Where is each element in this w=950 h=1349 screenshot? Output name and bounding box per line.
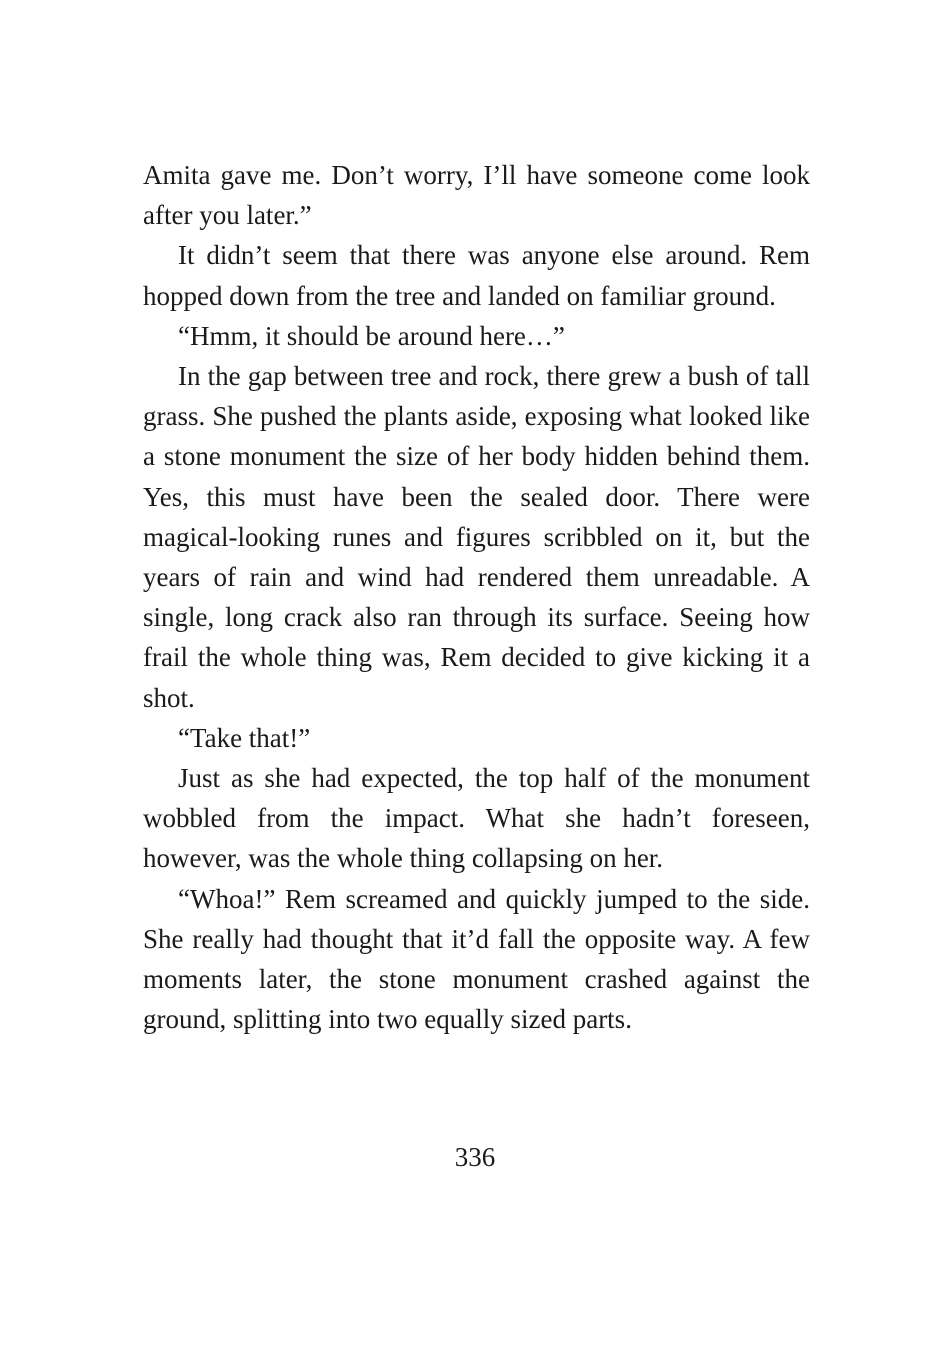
paragraph-4: In the gap between tree and rock, there grew a bush of tall grass. She pushed the plants aside, exposing what looked like a stone monument the size of her body hidden behind them. Yes, this must have been the sealed door. There were magical-looking runes and figures scribbled on it, but the years of rain and wind had rendered them unreadable. A single, long crack also ran through its surface. Seeing how frail the whole thing was, Rem decided to give kicking it a shot.	[143, 361, 810, 713]
page-number: 336	[454, 1142, 496, 1172]
paragraph-2: It didn’t seem that there was anyone else around. Rem hopped down from the tree and landed on familiar ground.	[143, 240, 810, 311]
paragraph-5: “Take that!”	[178, 722, 311, 753]
paragraph-1: Amita gave me. Don’t worry, I’ll have someone come look after you later.”	[143, 160, 810, 231]
paragraph-7: “Whoa!” Rem screamed and quickly jumped to the side. She really had thought that it’d fall the opposite way. A few moments later, the stone monument crashed against the ground, splitting into two equally sized parts.	[143, 883, 810, 1035]
body-text	[143, 155, 810, 1039]
paragraph-6: Just as she had expected, the top half of the monument wobbled from the impact. What she hadn’t foreseen, however, was the whole thing collapsing on her.	[143, 763, 810, 874]
paragraph-3: “Hmm, it should be around here…”	[178, 320, 565, 351]
